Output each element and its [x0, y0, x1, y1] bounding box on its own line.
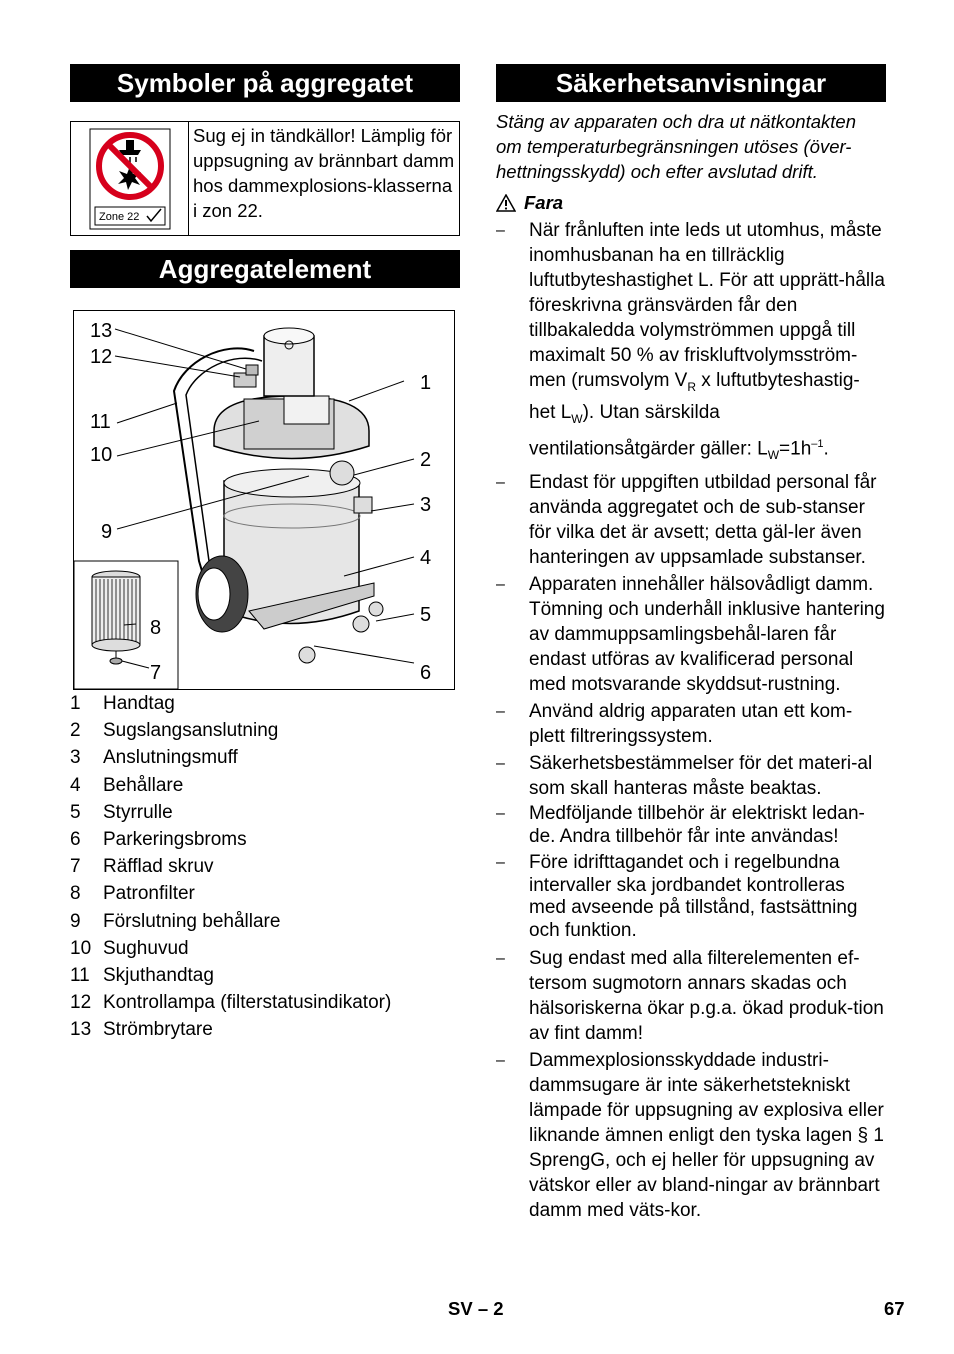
legend-item: 4 Behållare — [70, 774, 184, 796]
safety-list — [496, 218, 886, 1223]
figure-label-3: 3 — [420, 494, 432, 516]
list-item: – Dammexplosionsskyddade industri-dammsugare är inte säkerhetstekniskt lämpade för uppsugning av explosiva eller liknande ämnen enligt den tyska lagen § 1 SprengG, och ej heller för uppsugning av vätskor eller av bland-ningar av brännbart damm med väts-kor. — [496, 1050, 884, 1222]
safety-intro: Stäng av apparaten och dra ut nätkontakten om temperaturbegränsningen utöses (över-hettningsskydd) och efter avslutad drift. — [496, 111, 856, 182]
legend-item: 9 Förslutning behållare — [70, 910, 281, 932]
footer-section-label: SV – 2 — [448, 1298, 504, 1319]
elements-heading: Aggregatelement — [70, 250, 460, 288]
legend-item: 12 Kontrollampa (filterstatusindikator) — [70, 992, 392, 1014]
danger-label: Fara — [496, 191, 886, 215]
figure-label-7: 7 — [150, 662, 162, 684]
figure-label-8: 8 — [150, 617, 162, 639]
legend-item: 7 Räfflad skruv — [70, 856, 214, 878]
figure-label-10: 10 — [90, 444, 113, 466]
figure-label-6: 6 — [420, 662, 432, 684]
symbols-heading: Symboler på aggregatet — [70, 64, 460, 102]
list-item: – Endast för uppgiften utbildad personal får använda aggregatet och de sub-stanser för vilka det är avsett; detta gäl-ler även hanteringen av uppsamlade substanser. — [496, 472, 877, 569]
list-item: – Medföljande tillbehör är elektriskt ledan-de. Andra tillbehör får inte användas! — [496, 803, 865, 847]
legend-item: 8 Patronfilter — [70, 883, 195, 905]
container-illustration — [196, 328, 383, 663]
zone-label: Zone 22 — [98, 210, 139, 223]
symbol-table — [70, 121, 460, 236]
left-column — [70, 64, 460, 1043]
list-item: – Sug endast med alla filterelementen ef-tersom sugmotorn annars skadas och hälsoriskerna ökar p.g.a. ökad produk-tion av fint damm! — [496, 948, 884, 1045]
legend-item: 1 Handtag — [70, 693, 175, 714]
legend-item: 13 Strömbrytare — [70, 1019, 213, 1041]
right-column — [496, 64, 886, 1225]
figure-label-1: 1 — [420, 372, 432, 394]
legend-item: 2 Sugslangsanslutning — [70, 720, 279, 742]
legend-item: 5 Styrrulle — [70, 801, 173, 823]
figure-label-5: 5 — [420, 604, 432, 626]
figure-label-12: 12 — [90, 346, 113, 368]
figure-label-4: 4 — [420, 547, 432, 569]
list-item: – Apparaten innehåller hälsovådligt damm. Tömning och underhåll inklusive hantering av dammuppsamlingsbehål-laren får endast utföras av kvalificerad personal med motsvarande skyddsut-rustning. — [496, 574, 885, 696]
warning-triangle-icon — [496, 194, 516, 212]
list-item: – När frånluften inte leds ut utomhus, måste inomhusbanan ha en tillräcklig luftutbyteshastighet L. För att upprätt-hålla föreskrivna gränsvärden får den tillbakaledda volymströmmen uppgå till maximalt 50 % av friskluftvolymsström-men (rumsvolym $V_R$ x luftutbyteshastig-het $L_W$). Utan särskilda ventilationsåtgärder gäller: $L_W=1h^{-1}$. — [496, 220, 885, 463]
symbol-description: Sug ej in tändkällor! Lämplig för uppsugning av brännbart damm hos dammexplosions-klasserna i zon 22. — [193, 125, 455, 221]
page-number: 67 — [884, 1298, 905, 1319]
legend-item: 3 Anslutningsmuff — [70, 747, 238, 769]
figure-label-2: 2 — [420, 449, 432, 471]
list-item: – Före idrifttagandet och i regelbundna intervaller ska jordbandet kontrolleras med avseende på tillstånd, fastsättning och funktion. — [496, 852, 858, 941]
list-item: – Säkerhetsbestämmelser för det materi-al som skall hanteras måste beaktas. — [496, 753, 873, 800]
legend-item: 6 Parkeringsbroms — [70, 828, 247, 850]
figure-label-11: 11 — [90, 411, 111, 433]
figure-label-9: 9 — [101, 521, 113, 543]
no-ignition-sources-icon — [71, 122, 189, 235]
list-item: – Använd aldrig apparaten utan ett kom-plett filtreringssystem. — [496, 701, 853, 748]
legend-item: 11 Skjuthandtag — [70, 964, 214, 986]
parts-legend — [70, 690, 460, 1043]
figure-label-13: 13 — [90, 320, 113, 342]
safety-heading: Säkerhetsanvisningar — [496, 64, 886, 102]
device-figure — [73, 310, 455, 690]
legend-item: 10 Sughuvud — [70, 937, 189, 959]
